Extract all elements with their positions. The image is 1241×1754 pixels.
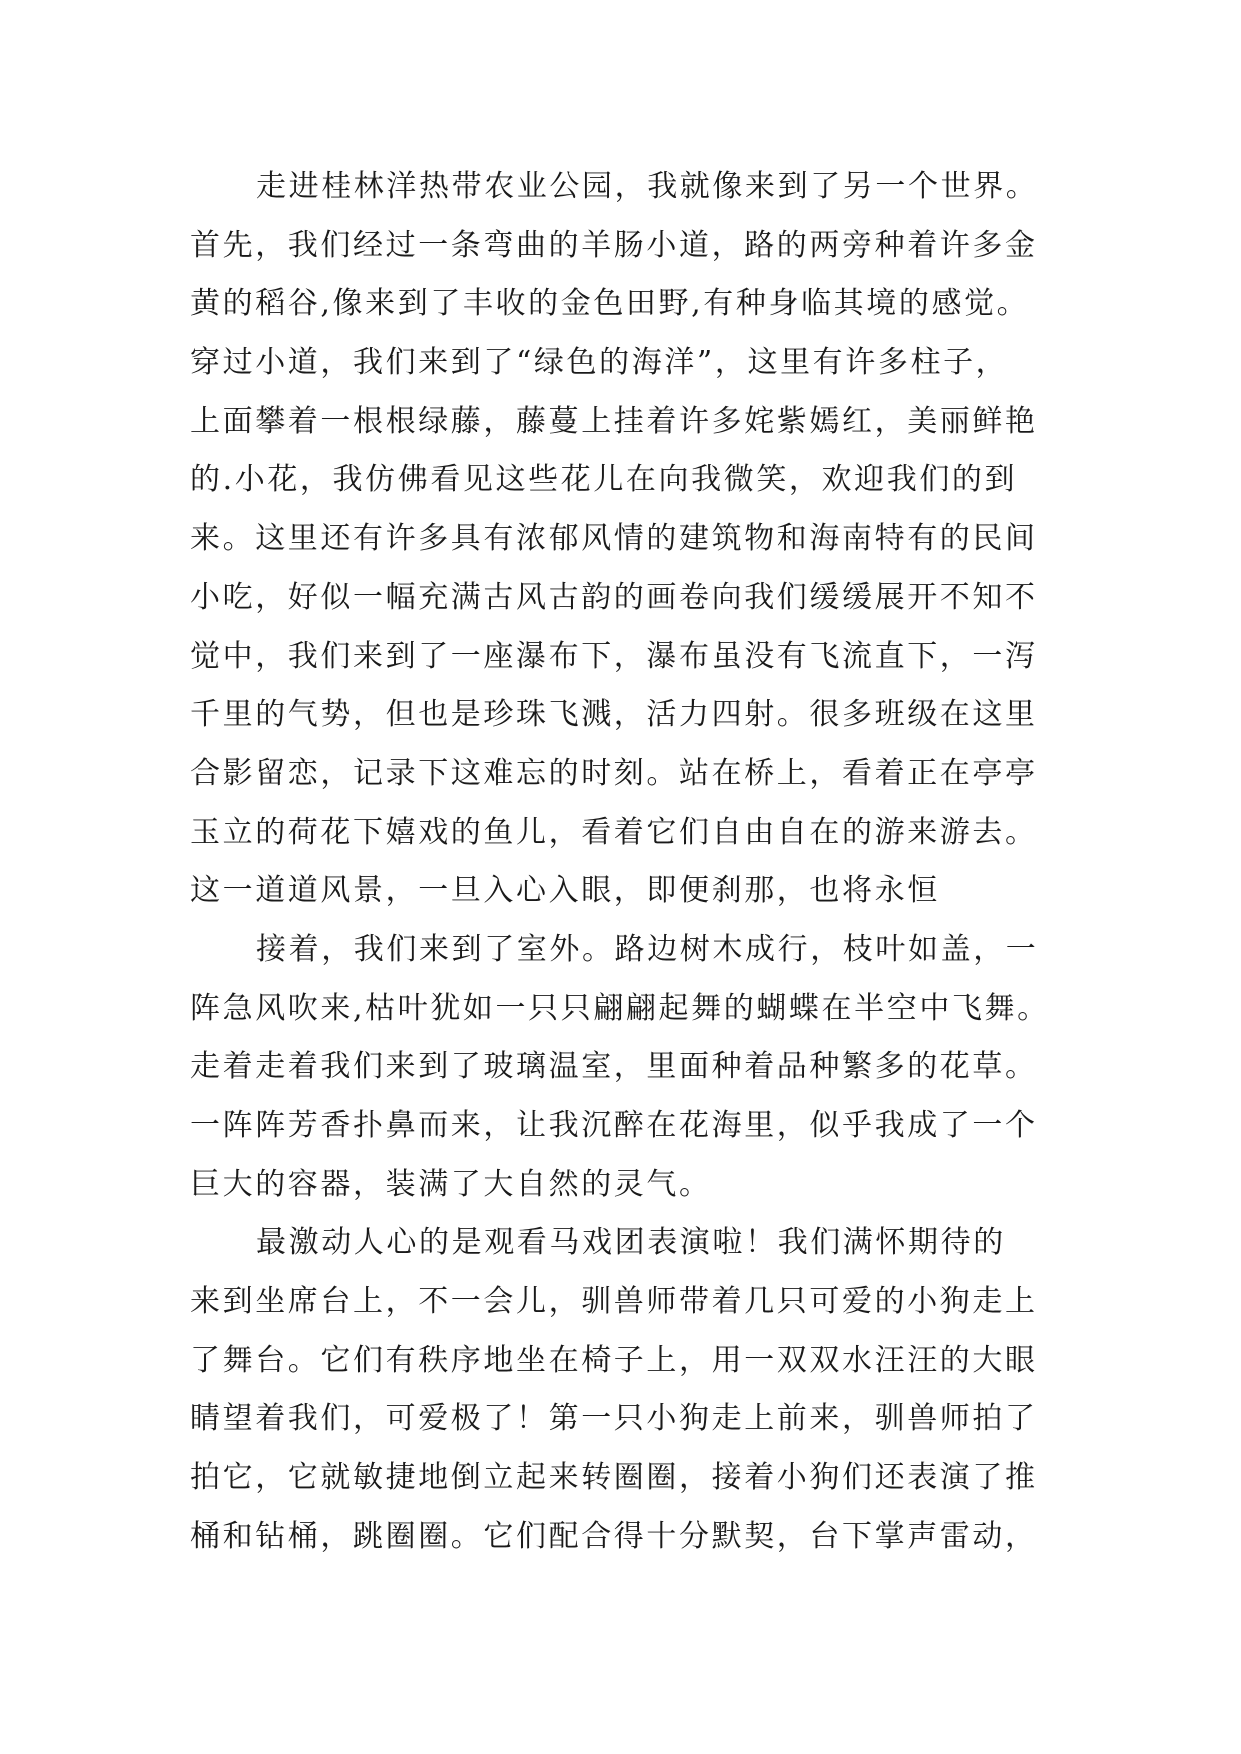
text-line: 走着走着我们来到了玻璃温室，里面种着品种繁多的花草。 bbox=[190, 1049, 1038, 1085]
text-line: 最激动人心的是观看马戏团表演啦！我们满怀期待的 bbox=[256, 1225, 1006, 1261]
document-body bbox=[190, 158, 1070, 1567]
text-line: 桶和钻桶，跳圈圈。它们配合得十分默契，台下掌声雷动， bbox=[190, 1518, 1038, 1554]
text-line: 阵急风吹来,枯叶犹如一只只翩翩起舞的蝴蝶在半空中飞舞。 bbox=[190, 990, 1050, 1026]
text-line: 来。这里还有许多具有浓郁风情的建筑物和海南特有的民间 bbox=[190, 521, 1038, 557]
text-line: 穿过小道，我们来到了“绿色的海洋”，这里有许多柱子， bbox=[190, 345, 1009, 381]
text-line: 上面攀着一根根绿藤，藤蔓上挂着许多姹紫嫣红，美丽鲜艳 bbox=[190, 403, 1038, 439]
text-line: 觉中，我们来到了一座瀑布下，瀑布虽没有飞流直下，一泻 bbox=[190, 638, 1038, 674]
text-line: 了舞台。它们有秩序地坐在椅子上，用一双双水汪汪的大眼 bbox=[190, 1342, 1038, 1378]
text-line: 千里的气势，但也是珍珠飞溅，活力四射。很多班级在这里 bbox=[190, 697, 1038, 733]
text-line: 小吃，好似一幅充满古风古韵的画卷向我们缓缓展开不知不 bbox=[190, 579, 1038, 615]
text-line: 这一道道风景，一旦入心入眼，即便刹那，也将永恒 bbox=[190, 873, 940, 909]
text-line: 首先，我们经过一条弯曲的羊肠小道，路的两旁种着许多金 bbox=[190, 227, 1038, 263]
text-line: 接着，我们来到了室外。路边树木成行，枝叶如盖，一 bbox=[256, 931, 1039, 967]
text-line: 黄的稻谷,像来到了丰收的金色田野,有种身临其境的感觉。 bbox=[190, 286, 1030, 322]
text-line: 拍它，它就敏捷地倒立起来转圈圈，接着小狗们还表演了推 bbox=[190, 1460, 1038, 1496]
text-line: 巨大的容器，装满了大自然的灵气。 bbox=[190, 1166, 712, 1202]
text-line: 走进桂林洋热带农业公园，我就像来到了另一个世界。 bbox=[256, 169, 1039, 204]
text-line: 来到坐席台上，不一会儿，驯兽师带着几只可爱的小狗走上 bbox=[190, 1284, 1038, 1320]
text-line: 玉立的荷花下嬉戏的鱼儿，看着它们自由自在的游来游去。 bbox=[190, 814, 1038, 850]
text-line: 睛望着我们，可爱极了！第一只小狗走上前来，驯兽师拍了 bbox=[190, 1401, 1038, 1437]
text-line: 一阵阵芳香扑鼻而来，让我沉醉在花海里，似乎我成了一个 bbox=[190, 1108, 1038, 1143]
text-line: 合影留恋，记录下这难忘的时刻。站在桥上，看着正在亭亭 bbox=[190, 755, 1038, 791]
text-line: 的.小花，我仿佛看见这些花儿在向我微笑，欢迎我们的到 bbox=[190, 462, 1018, 498]
